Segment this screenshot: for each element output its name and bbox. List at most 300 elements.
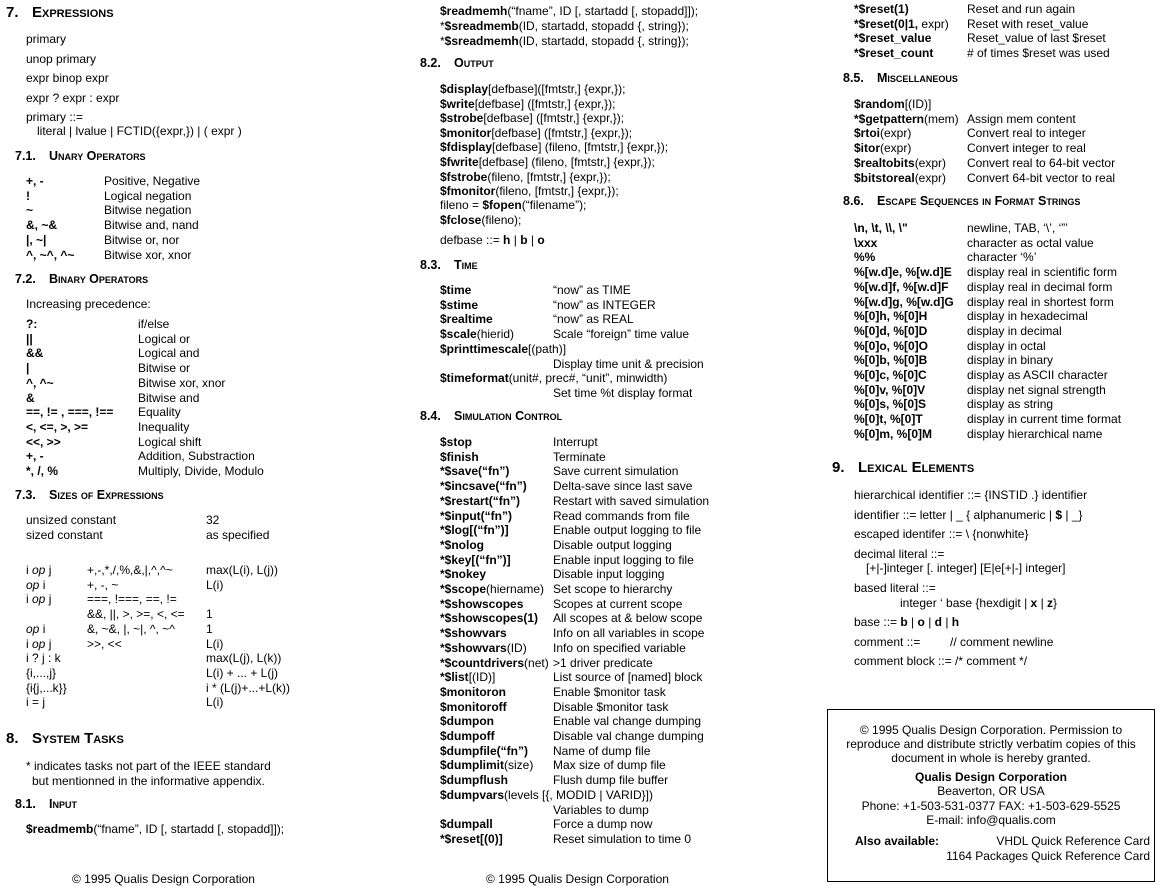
expr-op: op [32, 636, 46, 651]
task-name [440, 298, 478, 313]
description: Bitwise and [138, 390, 200, 405]
task-name [440, 494, 520, 509]
task-name-bold: *$reset(0|1, [854, 16, 922, 31]
expression: sized constant [26, 528, 103, 542]
expression: unsized constant [26, 513, 117, 527]
task-name: $fmonitor [440, 184, 496, 199]
task-name-bold: $realtime [440, 312, 493, 327]
expression [26, 651, 61, 666]
expr-line: expr binop expr [26, 71, 109, 85]
task-description: Scale “foreign” time value [553, 327, 690, 342]
company-email: E-mail: info@qualis.com [926, 813, 1056, 827]
description: display hierarchical name [967, 426, 1103, 441]
fclose-line: $fclose(fileno); [440, 213, 522, 227]
task-name-bold: $random [854, 97, 905, 111]
expression [26, 622, 45, 637]
size: L(i) [206, 695, 224, 710]
task-args: (“fname”, ID [, startadd [, stopadd]]); [507, 4, 699, 18]
input-task-line [440, 34, 689, 49]
escape-sequence: %[0]d, %[0]D [854, 323, 928, 338]
task-description: Save current simulation [553, 464, 679, 479]
task-name-bold: *$reset_value [854, 31, 932, 46]
size: L(i) + ... + L(j) [206, 665, 279, 680]
task-name-bold: $dumpall [440, 817, 493, 832]
task-name [440, 509, 512, 524]
section-7-2-heading: 7.2. Binary Operators [15, 272, 149, 286]
lexical-line: [+|-]integer [. integer] [E|e[+|-] integer] [866, 561, 1066, 575]
size: max(L(i), L(j)) [206, 563, 278, 577]
lexical-line: base ::= b | o | d | h [854, 615, 960, 629]
lexical-line: integer ‘ base {hexdigit | x | z} [900, 596, 1058, 610]
task-description: Convert real to 64-bit vector [967, 155, 1116, 170]
task-name-bold: *$restart(“fn”) [440, 493, 521, 508]
description: if/else [138, 317, 170, 331]
copyright-box [827, 709, 1155, 882]
task-name-bold: $dumpon [440, 714, 494, 729]
also-item: 1164 Packages Quick Reference Card [946, 849, 1150, 863]
task-description: Convert integer to real [967, 141, 1086, 156]
lexical-line: comment block ::= /* comment */ [854, 654, 1028, 668]
task-name [854, 17, 949, 32]
task-description: Flush dump file buffer [553, 773, 669, 788]
task-description: Scopes at current scope [553, 596, 683, 611]
task-description: Convert 64-bit vector to real [967, 170, 1116, 185]
task-description: Disable $monitor task [553, 699, 669, 714]
task-args: [defbase]([fmtstr,] {expr,}); [488, 82, 626, 96]
task-name-bold: *$log[(“fn”)] [440, 523, 509, 538]
lexical-line: identifier ::= letter | _ { alphanumeric | $ | _} [854, 508, 1083, 522]
lexical-line: comment ::= // comment newline [854, 635, 1054, 649]
task-name [440, 817, 493, 832]
output-task-line [440, 140, 668, 155]
size: 1 [206, 607, 213, 622]
copyright-line: © 1995 Qualis Design Corporation. Permission to [859, 723, 1123, 737]
operator: | [26, 361, 30, 376]
expr-op: op [26, 577, 40, 592]
task-name [440, 832, 503, 847]
task-name-bold: $finish [440, 449, 479, 464]
task-name [854, 141, 911, 156]
section-9-heading: 9. Lexical Elements [832, 459, 975, 476]
task-description: List source of [named] block [553, 670, 703, 685]
task-name [854, 31, 931, 46]
task-name-bold: $itor [854, 141, 881, 156]
task-args: (hierid) [476, 327, 515, 342]
expr-part: j [45, 592, 52, 607]
task-description: Max size of dump file [553, 758, 666, 773]
task-name-bold: $time [440, 283, 472, 297]
task-prefix: * [440, 34, 445, 48]
task-description: Info on specified variable [553, 640, 686, 655]
description: display in decimal [967, 323, 1062, 338]
task-name-bold: $bitstoreal [854, 170, 915, 185]
operator: *, /, % [26, 464, 59, 478]
task-name: $sreadmemb [444, 19, 519, 33]
escape-sequence: %[0]s, %[0]S [854, 397, 927, 412]
expression [26, 695, 45, 710]
note-line: * indicates tasks not part of the IEEE standard [26, 759, 271, 773]
description: Logical shift [138, 434, 202, 449]
description: Bitwise or [138, 361, 191, 376]
description: character ‘%’ [967, 250, 1037, 265]
task-description: >1 driver predicate [553, 655, 653, 670]
task-name [440, 523, 509, 538]
task-name-bold: *$showscopes [440, 596, 524, 611]
task-description: Info on all variables in scope [553, 626, 705, 641]
size: L(i) [206, 636, 224, 651]
task-name [440, 685, 506, 700]
task-args: expr) [921, 16, 949, 31]
task-name [440, 626, 507, 641]
expr-line: unop primary [26, 52, 97, 66]
readmemb-line: $readmemb(“fname”, ID [, startadd [, stopadd]]); [26, 822, 285, 836]
escape-sequence: %[0]t, %[0]T [854, 412, 923, 427]
task-name-bold: $timeformat [440, 371, 509, 386]
company-phone: Phone: +1-503-531-0377 FAX: +1-503-629-5525 [861, 799, 1121, 813]
task-name [440, 435, 472, 450]
lexical-line: based literal ::= [854, 581, 936, 595]
task-description: Delta-save since last save [553, 479, 693, 494]
task-args: (mem) [924, 111, 959, 126]
task-description: Convert real to integer [967, 126, 1086, 141]
description: display real in shortest form [967, 294, 1114, 309]
task-description: Variables to dump [553, 802, 649, 817]
task-name [440, 371, 667, 386]
task-name-bold: *$getpattern [854, 111, 925, 126]
task-prefix: * [440, 19, 445, 33]
operator: & [26, 390, 35, 405]
task-args: (expr) [880, 126, 912, 141]
task-name-bold: *$nolog [440, 537, 484, 552]
escape-sequence: %[w.d]g, %[w.d]G [854, 294, 954, 309]
task-description: Disable val change dumping [553, 729, 704, 743]
task-args: (hiername) [486, 582, 545, 596]
expr-line: expr ? expr : expr [26, 91, 120, 105]
task-name [854, 126, 911, 141]
size: i * (L(j)+...+L(k)) [206, 680, 291, 695]
expr-part: i ? j : k [26, 651, 61, 666]
description: Inequality [138, 419, 190, 434]
task-name [440, 714, 494, 729]
input-task-line [440, 19, 689, 34]
task-name [440, 567, 486, 582]
task-name [440, 700, 507, 715]
description: display real in decimal form [967, 279, 1113, 294]
task-name [440, 597, 523, 612]
task-args: (size) [504, 758, 534, 773]
escape-sequence: %[0]h, %[0]H [854, 309, 928, 324]
description: Logical and [138, 346, 200, 361]
lexical-line: hierarchical identifier ::= {INSTID .} identifier [854, 488, 1088, 502]
escape-sequence: \n, \t, \\, \" [854, 221, 908, 235]
task-name [440, 670, 495, 685]
section-8-3-heading: 8.3. Time [420, 258, 478, 272]
task-description: Assign mem content [967, 111, 1076, 126]
size: 32 [206, 513, 220, 527]
expr-part: i = j [26, 695, 46, 710]
task-name: $fdisplay [440, 140, 493, 155]
output-task-line [440, 126, 632, 141]
task-description: Restart with saved simulation [553, 493, 710, 508]
description: Logical or [138, 331, 191, 346]
task-name [440, 729, 495, 744]
expr-op: op [32, 563, 46, 577]
task-description: Read commands from file [553, 508, 690, 523]
escape-sequence: \xxx [854, 235, 878, 250]
page-footer: © 1995 Qualis Design Corporation [72, 872, 255, 886]
escape-sequence: %[w.d]e, %[w.d]E [854, 265, 952, 280]
task-name [440, 283, 471, 298]
description: display in hexadecimal [967, 309, 1088, 324]
operator: <, <=, >, >= [26, 419, 89, 434]
precedence-intro: Increasing precedence: [26, 297, 151, 311]
size: L(i) [206, 577, 224, 592]
task-name-bold: *$incsave(“fn”) [440, 479, 527, 494]
task-name [854, 46, 933, 61]
description: Bitwise xor, xnor [138, 375, 226, 390]
expression [26, 637, 51, 652]
task-description: “now” as TIME [553, 283, 631, 297]
operators: &, ~&, |, ~|, ^, ~^ [87, 621, 175, 636]
description: Positive, Negative [104, 174, 201, 188]
task-name-bold: $dumpfile(“fn”) [440, 743, 528, 758]
task-name [440, 641, 527, 656]
operators: +,-,*,/,%,&,|,^,^~ [87, 563, 173, 577]
task-name [854, 171, 946, 186]
copyright-line: reproduce and distribute strictly verbatim copies of this [846, 737, 1136, 751]
task-name-bold: $dumpoff [440, 729, 495, 743]
description: character as octal value [967, 235, 1094, 250]
input-task-line [440, 4, 698, 19]
task-description: Display time unit & precision [553, 356, 704, 371]
task-description: Reset with reset_value [967, 16, 1089, 31]
task-name-bold: *$showvars [440, 626, 507, 641]
task-name [440, 479, 527, 494]
task-name [440, 327, 514, 342]
operator: ?: [26, 317, 38, 331]
task-name [440, 450, 479, 465]
task-args: [(ID)] [904, 97, 932, 111]
expr-part: {i{j,...k}} [26, 680, 67, 695]
expr-part: i [39, 621, 46, 636]
expr-line: literal | lvalue | FCTID({expr,}) | ( expr ) [37, 124, 242, 138]
task-args: [defbase] ([fmtstr,] {expr,}); [483, 111, 625, 126]
description: Addition, Substraction [138, 449, 255, 464]
page-footer: © 1995 Qualis Design Corporation [486, 872, 669, 886]
task-args: (ID, startadd, stopadd {, string}); [518, 19, 689, 33]
task-name-bold: $stop [440, 435, 473, 449]
task-description: # of times $reset was used [967, 46, 1110, 61]
task-name: $write [440, 96, 475, 111]
description: Bitwise and, nand [104, 218, 199, 233]
task-description: Enable val change dumping [553, 714, 702, 729]
operator: ~ [26, 203, 34, 218]
fopen-line: fileno = $fopen(“filename”); [440, 198, 587, 212]
task-name [440, 656, 549, 671]
escape-sequence: %[w.d]f, %[w.d]F [854, 279, 949, 294]
operator: ^, ~^, ^~ [26, 247, 75, 262]
expr-part: i [26, 563, 32, 577]
escape-sequence: %[0]v, %[0]V [854, 382, 926, 397]
output-task-line [440, 170, 611, 185]
also-available-label: Also available: [855, 834, 940, 848]
escape-sequence: %[0]m, %[0]M [854, 426, 933, 441]
description: display as ASCII character [967, 368, 1108, 382]
task-description: Enable $monitor task [553, 684, 666, 699]
description: Multiply, Divide, Modulo [138, 464, 264, 478]
operator: |, ~| [26, 232, 47, 247]
task-name [854, 112, 959, 127]
task-args: [defbase] ([fmtstr,] {expr,}); [474, 96, 616, 111]
task-args: (ID) [506, 640, 527, 655]
task-name-bold: *$reset_count [854, 46, 934, 61]
task-args: [(ID)] [468, 670, 496, 685]
section-7-3-heading: 7.3. Sizes of Expressions [15, 488, 164, 502]
section-7-1-heading: 7.1. Unary Operators [15, 149, 146, 163]
expression [26, 563, 51, 578]
defbase-line: defbase ::= h | b | o [440, 233, 545, 247]
escape-sequence: %[0]b, %[0]B [854, 353, 928, 368]
task-name: $readmemh [440, 4, 508, 18]
task-description: Force a dump now [553, 817, 653, 832]
output-task-line [440, 97, 615, 112]
task-name [440, 538, 484, 553]
task-name: $fwrite [440, 155, 479, 169]
task-args: (fileno, [fmtstr,] {expr,}); [495, 184, 619, 199]
size: max(L(j), L(k)) [206, 651, 282, 666]
operator: +, - [26, 174, 44, 188]
expression [26, 592, 51, 607]
size: 1 [206, 621, 213, 636]
task-name-bold: $dumplimit [440, 758, 505, 773]
lexical-line: decimal literal ::= [854, 547, 945, 561]
task-name-bold: *$list [440, 670, 469, 685]
task-name-bold: *$input(“fn”) [440, 508, 512, 523]
task-name-bold: *$reset[(0)] [440, 831, 503, 846]
task-name-bold: *$countdrivers [440, 655, 525, 670]
task-name [854, 97, 931, 112]
task-args: [defbase] (fileno, [fmtstr,] {expr,}); [478, 155, 655, 169]
task-name [440, 553, 511, 568]
description: Bitwise negation [104, 203, 192, 218]
task-name [440, 788, 653, 803]
operators: ===, !===, ==, != [87, 592, 177, 607]
operator: +, - [26, 449, 44, 464]
section-8-heading: 8. System Tasks [6, 730, 124, 747]
task-name: $display [440, 82, 489, 96]
expr-part: i [26, 636, 32, 651]
description: display in octal [967, 338, 1046, 353]
operator: || [26, 331, 33, 346]
task-name [440, 342, 566, 357]
task-args: (expr) [880, 141, 912, 156]
task-description: All scopes at & below scope [553, 611, 703, 626]
task-name: $strobe [440, 111, 484, 126]
task-name-bold: $realtobits [854, 155, 915, 170]
task-description: Reset_value of last $reset [967, 31, 1106, 46]
task-name-bold: $scale [440, 327, 477, 342]
task-name [440, 312, 493, 327]
expr-part: i [26, 592, 32, 607]
note-line: but mentionned in the informative appendix. [32, 774, 265, 788]
task-name [440, 611, 538, 626]
operator: ^, ^~ [26, 375, 54, 390]
escape-sequence: %% [854, 250, 876, 265]
operators: &&, ||, >, >=, <, <= [87, 607, 185, 622]
task-args: [(path)] [528, 341, 567, 356]
section-7-heading: 7. Expressions [6, 4, 114, 21]
description: display net signal strength [967, 382, 1106, 397]
operator: <<, >> [26, 434, 61, 449]
task-description: Reset and run again [967, 2, 1076, 16]
output-task-line [440, 82, 625, 97]
task-name: $sreadmemh [444, 34, 519, 48]
task-name [440, 758, 533, 773]
task-name-bold: $stime [440, 297, 479, 312]
also-item: VHDL Quick Reference Card [996, 834, 1150, 848]
operator: &, ~& [26, 218, 58, 233]
section-8-2-heading: 8.2. Output [420, 56, 494, 70]
task-args: (fileno, [fmtstr,] {expr,}); [487, 169, 611, 184]
operator: ==, != , ===, !== [26, 405, 114, 420]
output-task-line [440, 184, 619, 199]
task-args: (expr) [914, 170, 947, 185]
task-name-bold: *$showscopes(1) [440, 611, 539, 626]
task-args: (expr) [914, 155, 947, 170]
escape-sequence: %[0]c, %[0]C [854, 368, 927, 382]
task-description: “now” as REAL [553, 312, 634, 327]
task-name-bold: *$save(“fn”) [440, 464, 510, 479]
task-description: Disable input logging [553, 567, 665, 582]
output-task-line [440, 111, 624, 126]
task-name-bold: *$scope [440, 582, 487, 596]
task-name [440, 773, 508, 788]
description: display real in scientific form [967, 265, 1118, 280]
task-name [854, 2, 909, 17]
description: Bitwise xor, xnor [104, 247, 192, 262]
task-args: (levels [{, MODID | VARID}]) [504, 787, 653, 802]
description: Equality [138, 405, 181, 420]
task-args: (net) [524, 655, 549, 670]
copyright-line: document in whole is hereby granted. [891, 751, 1091, 765]
task-name-bold: $monitoroff [440, 699, 507, 714]
operators: >>, << [87, 636, 122, 651]
task-name-bold: $rtoi [854, 126, 881, 141]
task-description: Reset simulation to time 0 [553, 831, 692, 846]
task-description: Enable input logging to file [553, 552, 694, 567]
description: Bitwise or, nor [104, 232, 180, 247]
description: display as string [967, 397, 1054, 412]
task-name-bold: *$key[(“fn”)] [440, 552, 511, 567]
task-name-bold: $dumpflush [440, 773, 508, 788]
task-args: [defbase] (fileno, [fmtstr,] {expr,}); [492, 140, 669, 155]
operator: && [26, 346, 44, 361]
task-description: Interrupt [553, 435, 598, 449]
task-description: Set time %t display format [553, 385, 693, 400]
expr-line: primary ::= [26, 110, 84, 124]
task-name: $fstrobe [440, 169, 488, 184]
task-name-bold: $printtimescale [440, 341, 529, 356]
escape-sequence: %[0]o, %[0]O [854, 338, 929, 353]
task-name-bold: $dumpvars [440, 787, 505, 802]
task-args: (unit#, prec#, “unit”, minwidth) [508, 371, 668, 386]
task-name-bold: *$reset(1) [854, 2, 909, 16]
expression [26, 681, 67, 696]
description: display in current time format [967, 412, 1122, 427]
expr-part: j [45, 636, 52, 651]
section-8-1-heading: 8.1. Input [15, 797, 77, 811]
task-name [854, 156, 946, 171]
